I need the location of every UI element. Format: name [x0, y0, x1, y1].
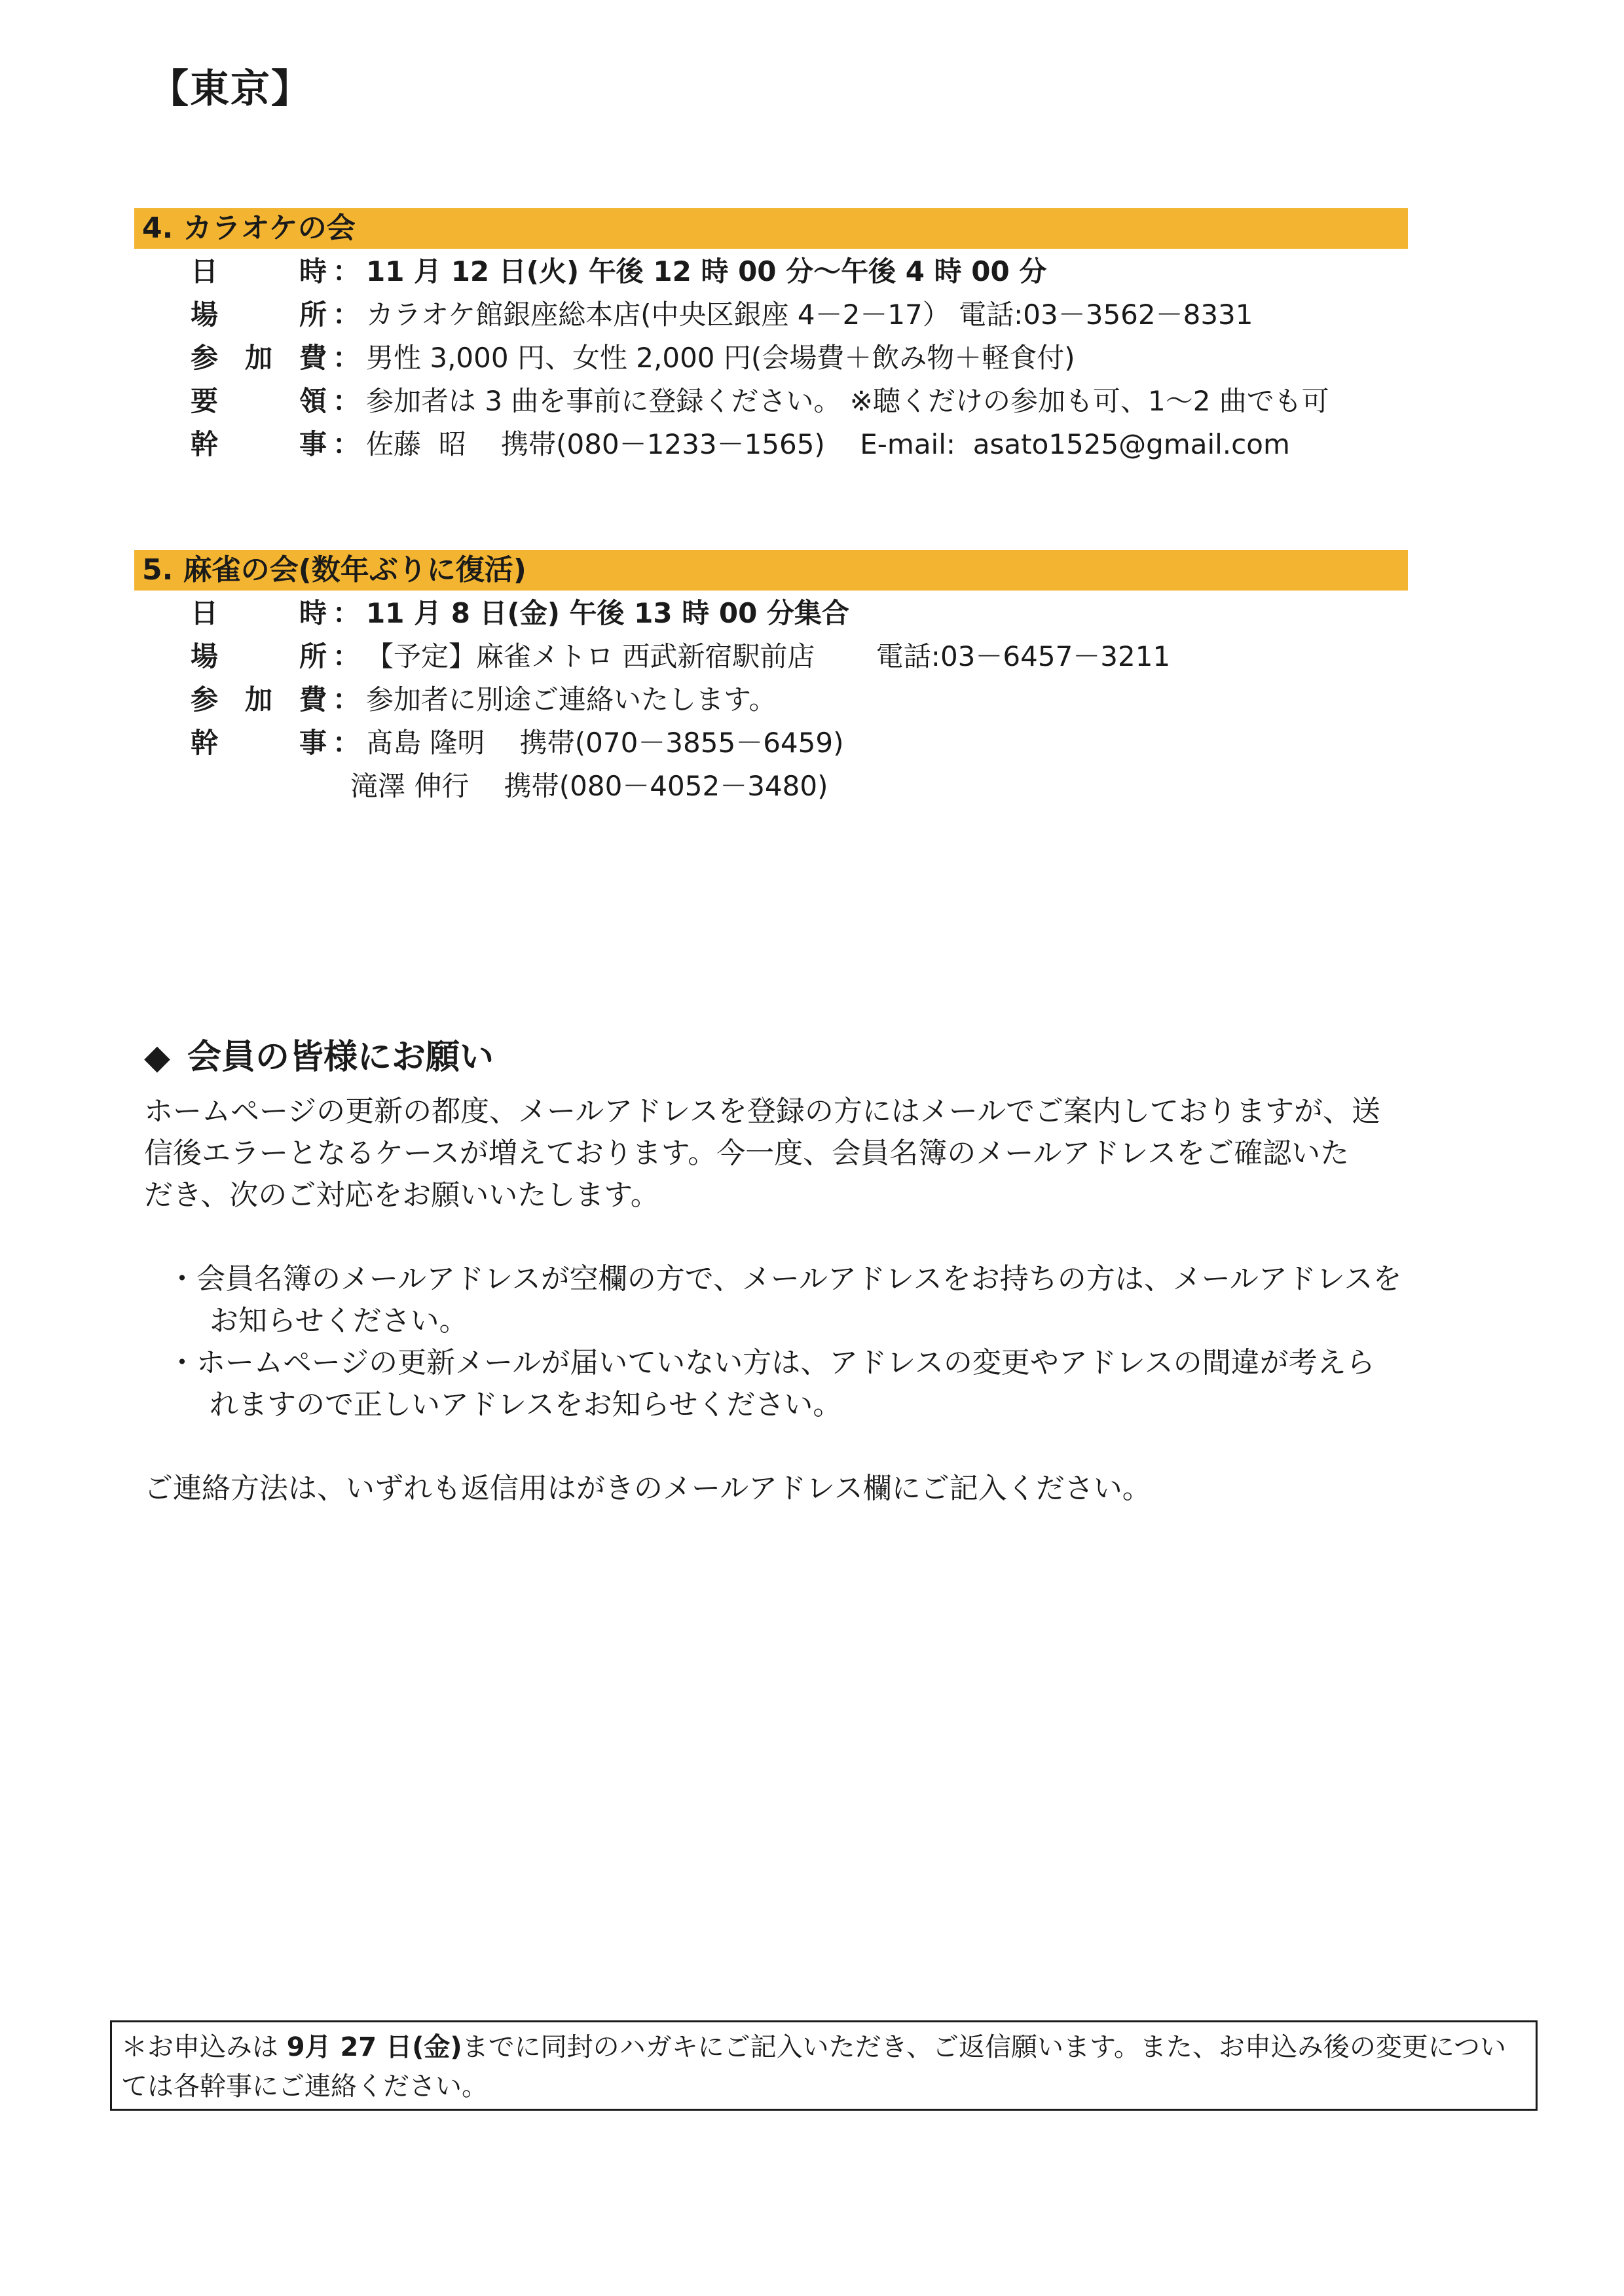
row-value: 11 月 12 日(火) 午後 12 時 00 分～午後 4 時 00 分: [366, 255, 1047, 287]
label-char: 幹: [191, 727, 219, 759]
notice-bullets: [144, 1258, 1486, 1426]
row-value: 滝澤 伸行 携帯(080－4052－3480): [350, 770, 828, 802]
row-fee: [134, 678, 1408, 721]
row-organizer: [134, 423, 1408, 466]
label-char: 費: [299, 683, 327, 716]
label-char: 所: [299, 299, 327, 331]
label-char: 参: [191, 342, 219, 374]
bullet-line: れますので正しいアドレスをお知らせください。: [210, 1388, 842, 1421]
label-char: 幹: [191, 428, 219, 460]
label-char: 場: [191, 299, 219, 331]
row-place: [134, 293, 1408, 337]
section-rows: [134, 250, 1408, 466]
row-label: [191, 721, 327, 765]
bullet-line: ・ホームページの更新メールが届いていない方は、アドレスの変更やアドレスの間違が考えら: [168, 1346, 1375, 1379]
bullet-line: お知らせください。: [210, 1304, 468, 1338]
bullet-line: ・会員名簿のメールアドレスが空欄の方で、メールアドレスをお持ちの方は、メールアドレスを: [168, 1262, 1402, 1296]
section-mahjong: [134, 550, 1408, 808]
section-rows: [134, 592, 1408, 808]
label-char: 領: [299, 385, 327, 417]
notice-heading-text: 会員の皆様にお願い: [187, 1038, 494, 1077]
row-datetime: [134, 250, 1408, 293]
notice-closing: ご連絡方法は、いずれも返信用はがきのメールアドレス欄にご記入ください。: [144, 1472, 1151, 1505]
row-value: 男性 3,000 円、女性 2,000 円(会場費＋飲み物＋軽食付): [366, 342, 1075, 374]
label-char: 時: [299, 597, 327, 629]
diamond-icon: ◆: [144, 1038, 170, 1077]
label-char: 費: [299, 342, 327, 374]
notice-heading: [144, 1028, 1486, 1087]
deadline-date: 9月 27 日(金): [286, 2032, 462, 2062]
colon: ：: [332, 255, 360, 287]
member-notice: [144, 1028, 1486, 1510]
paragraph-line: だき、次のご対応をお願いいたします。: [144, 1178, 659, 1212]
bullet-item: [144, 1342, 1486, 1426]
label-char: 時: [299, 255, 327, 287]
row-value: 11 月 8 日(金) 午後 13 時 00 分集合: [366, 597, 849, 629]
colon: ：: [332, 299, 360, 331]
label-char: 参: [191, 683, 219, 716]
row-value: 参加者は 3 曲を事前に登録ください。 ※聴くだけの参加も可、1～2 曲でも可: [366, 385, 1329, 417]
region-title: 【東京】: [149, 66, 312, 112]
colon: ：: [332, 683, 360, 716]
row-value: 参加者に別途ご連絡いたします。: [366, 683, 777, 716]
label-char: 加: [244, 342, 272, 374]
label-char: 事: [299, 428, 327, 460]
colon: ：: [332, 640, 360, 672]
row-place: [134, 635, 1408, 678]
row-organizer-2: [134, 765, 1408, 808]
row-label: [191, 337, 327, 380]
footer-rest: までに同封のハガキにご記入いただき、ご返信願います。また、お申込み後の変更につい: [462, 2032, 1507, 2062]
bullet-item: [144, 1258, 1486, 1342]
row-guidelines: [134, 380, 1408, 423]
label-char: 所: [299, 640, 327, 672]
colon: ：: [332, 727, 360, 759]
row-fee: [134, 337, 1408, 380]
row-organizer: [134, 721, 1408, 765]
row-datetime: [134, 592, 1408, 635]
label-char: 日: [191, 597, 219, 629]
footer-line2: ては各幹事にご連絡ください。: [121, 2071, 488, 2102]
paragraph-line: ホームページの更新の都度、メールアドレスを登録の方にはメールでご案内しておりますが、送: [144, 1095, 1381, 1128]
section-header: 4. カラオケの会: [134, 208, 1408, 249]
footer-prefix: ＊お申込みは: [121, 2032, 287, 2062]
colon: ：: [332, 428, 360, 460]
label-char: 加: [244, 683, 272, 716]
row-value: 佐藤 昭 携帯(080－1233－1565) E-mail: asato1525@gmail.com: [366, 428, 1290, 460]
row-label: [191, 250, 327, 293]
row-label: [191, 293, 327, 337]
label-char: 事: [299, 727, 327, 759]
row-label: [191, 592, 327, 635]
row-value: カラオケ館銀座総本店(中央区銀座 4－2－17） 電話:03－3562－8331: [366, 299, 1253, 331]
colon: ：: [332, 597, 360, 629]
application-deadline-box: [110, 2020, 1538, 2111]
row-label: [191, 678, 327, 721]
label-char: 要: [191, 385, 219, 417]
colon: ：: [332, 385, 360, 417]
label-char: 場: [191, 640, 219, 672]
section-karaoke: [134, 208, 1408, 466]
row-value: 【予定】麻雀メトロ 西武新宿駅前店 電話:03－6457－3211: [366, 640, 1171, 672]
row-label: [191, 380, 327, 423]
notice-paragraph: [144, 1091, 1486, 1216]
row-label: [191, 635, 327, 678]
row-label: [191, 423, 327, 466]
section-header: 5. 麻雀の会(数年ぶりに復活): [134, 550, 1408, 591]
paragraph-line: 信後エラーとなるケースが増えております。今一度、会員名簿のメールアドレスをご確認いた: [144, 1137, 1350, 1170]
row-value: 髙島 隆明 携帯(070－3855－6459): [366, 727, 844, 759]
colon: ：: [332, 342, 360, 374]
label-char: 日: [191, 255, 219, 287]
